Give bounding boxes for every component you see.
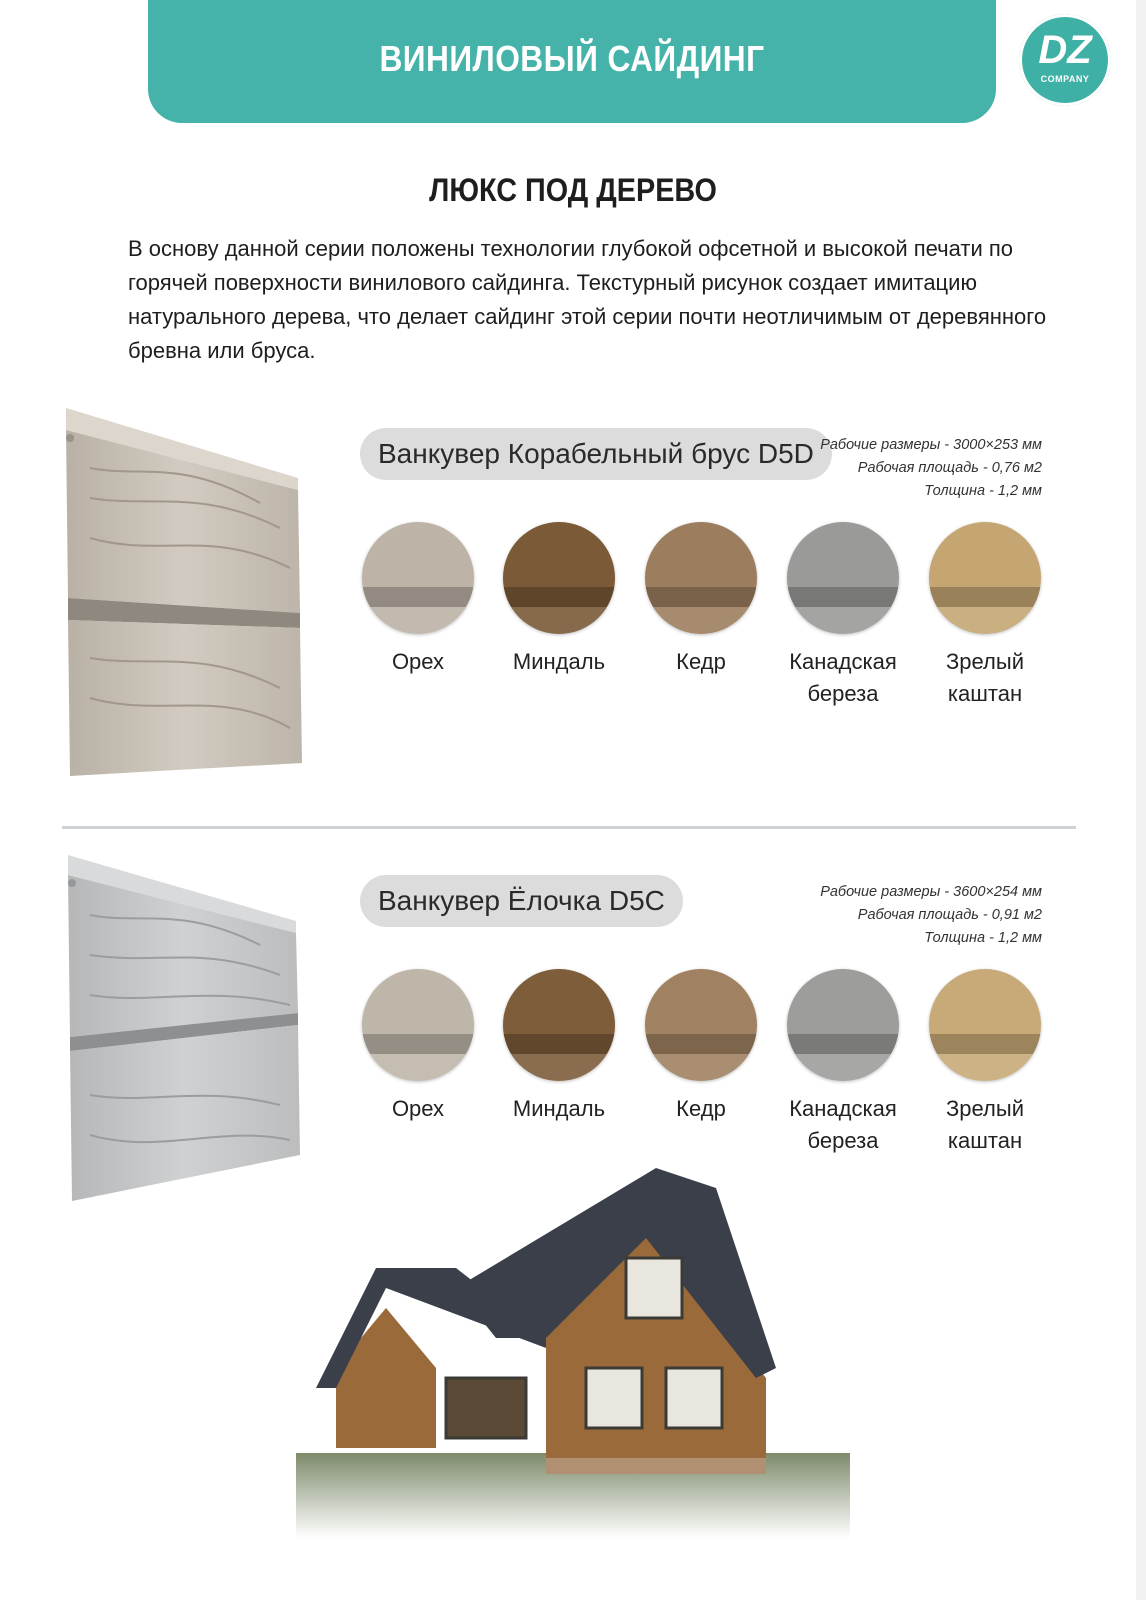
color-label <box>925 646 1045 710</box>
section-title: ЛЮКС ПОД ДЕРЕВО <box>429 172 717 208</box>
color-circle <box>362 969 474 1081</box>
color-swatch-kanadskaya-bereza <box>783 522 903 710</box>
color-swatch-kedr <box>641 969 761 1125</box>
product-specs <box>820 434 1042 503</box>
color-label-line: Канадская <box>789 649 897 674</box>
intro-paragraph: В основу данной серии положены технологии глубокой офсетной и высокой печати по горячей поверхности винилового сайдинга. Текстурный рисунок создает имитацию натурального дерева, что делает сайдинг этой серии почти неотличимым от деревянного бревна или бруса. <box>128 236 1047 363</box>
spec-dimensions: Рабочие размеры - 3600×254 мм <box>820 884 1042 900</box>
color-label-line: Кедр <box>676 649 726 674</box>
product-name-pill: Ванкувер Ёлочка D5C <box>360 875 683 927</box>
spec-dimensions: Рабочие размеры - 3000×253 мм <box>820 437 1042 453</box>
house-illustration <box>296 1168 850 1538</box>
color-label <box>641 1093 761 1125</box>
color-label-line: береза <box>807 681 879 706</box>
color-circle <box>787 522 899 634</box>
header-banner <box>148 0 996 123</box>
section-divider <box>62 826 1076 829</box>
color-label-line: береза <box>807 1128 879 1153</box>
color-label <box>499 1093 619 1125</box>
color-label <box>783 646 903 710</box>
color-label-line: каштан <box>947 681 1023 706</box>
logo-subtitle: COMPANY <box>1040 74 1090 84</box>
spec-thickness: Толщина - 1,2 мм <box>924 930 1042 946</box>
color-label <box>358 1093 478 1125</box>
color-circle <box>929 522 1041 634</box>
color-label-line: Миндаль <box>512 649 606 674</box>
color-circle <box>787 969 899 1081</box>
product-name-pill: Ванкувер Корабельный брус D5D <box>360 428 832 480</box>
color-label-line: Орех <box>391 649 445 674</box>
color-circle <box>362 522 474 634</box>
color-swatch-orekh <box>358 522 478 678</box>
siding-panel-image <box>60 855 320 1245</box>
color-label <box>925 1093 1045 1157</box>
color-swatch-kanadskaya-bereza <box>783 969 903 1157</box>
color-label-line: Зрелый <box>946 649 1024 674</box>
color-swatch-orekh <box>358 969 478 1125</box>
color-label-line: Зрелый <box>946 1096 1024 1121</box>
color-circle <box>645 522 757 634</box>
company-logo <box>1019 14 1111 106</box>
color-label-line: Орех <box>391 1096 445 1121</box>
product-specs <box>820 881 1042 950</box>
siding-panel-image <box>60 408 320 798</box>
color-swatch-mindal <box>499 969 619 1125</box>
color-swatch-kedr <box>641 522 761 678</box>
color-circle <box>645 969 757 1081</box>
color-circle <box>929 969 1041 1081</box>
header-title: ВИНИЛОВЫЙ САЙДИНГ <box>379 38 765 79</box>
color-swatch-zrelyy-kashtan <box>925 522 1045 710</box>
spec-thickness: Толщина - 1,2 мм <box>924 483 1042 499</box>
color-swatch-mindal <box>499 522 619 678</box>
color-label <box>499 646 619 678</box>
spec-area: Рабочая площадь - 0,91 м2 <box>857 907 1042 923</box>
color-label-line: Миндаль <box>512 1096 606 1121</box>
color-swatch-zrelyy-kashtan <box>925 969 1045 1157</box>
color-label-line: каштан <box>947 1128 1023 1153</box>
color-label <box>783 1093 903 1157</box>
color-label <box>358 646 478 678</box>
color-circle <box>503 522 615 634</box>
spec-area: Рабочая площадь - 0,76 м2 <box>857 460 1042 476</box>
color-label-line: Кедр <box>676 1096 726 1121</box>
color-label-line: Канадская <box>789 1096 897 1121</box>
product-card <box>0 408 1146 828</box>
color-circle <box>503 969 615 1081</box>
logo-mark: DZ <box>1038 28 1092 72</box>
color-label <box>641 646 761 678</box>
